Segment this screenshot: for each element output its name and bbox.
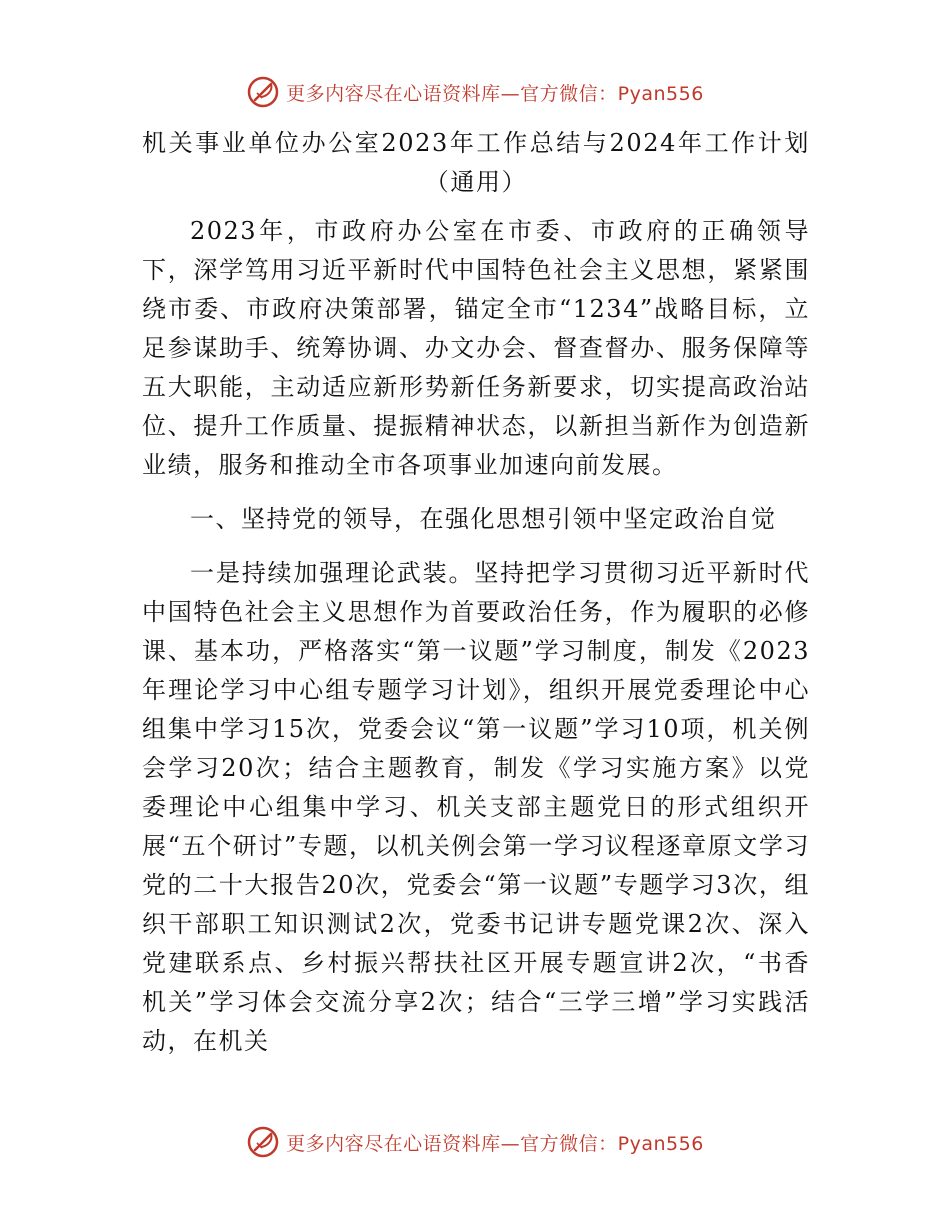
watermark-banner-top — [0, 72, 950, 112]
paragraph: 一是持续加强理论武装。坚持把学习贯彻习近平新时代中国特色社会主义思想作为首要政治任务，作为履职的必修课、基本功，严格落实“第一议题”学习制度，制发《2023年理论学习中心组专题学习计划》，组织开展党委理论中心组集中学习15次，党委会议“第一议题”学习10项，机关例会学习20次；结合主题教育，制发《学习实施方案》以党委理论中心组集中学习、机关支部主题党日的形式组织开展“五个研讨”专题，以机关例会第一学习议程逐章原文学习党的二十大报告20次，党委会“第一议题”专题学习3次，组织干部职工知识测试2次，党委书记讲专题党课2次、深入党建联系点、乡村振兴帮扶社区开展专题宣讲2次，“书香机关”学习体会交流分享2次；结合“三学三增”学习实践活动，在机关 — [142, 559, 810, 1055]
document-body — [142, 124, 810, 1076]
section-heading: 一、坚持党的领导，在强化思想引领中坚定政治自觉 — [190, 505, 777, 533]
watermark-banner-bottom — [0, 1122, 950, 1162]
paragraph: 2023年，市政府办公室在市委、市政府的正确领导下，深学笃用习近平新时代中国特色社会主义思想，紧紧围绕市委、市政府决策部署，锚定全市“1234”战略目标，立足参谋助手、统筹协调、办文办会、督查督办、服务保障等五大职能，主动适应新形势新任务新要求，切实提高政治站位、提升工作质量、提振精神状态，以新担当新作为创造新业绩，服务和推动全市各项事业加速向前发展。 — [142, 217, 810, 479]
quill-logo-icon — [246, 1125, 280, 1159]
watermark-text: 更多内容尽在心语资料库—官方微信：Pyan556 — [286, 82, 704, 105]
quill-logo-icon — [246, 75, 280, 109]
document-title: 机关事业单位办公室2023年工作总结与2024年工作计划（通用） — [142, 129, 810, 196]
watermark-text: 更多内容尽在心语资料库—官方微信：Pyan556 — [286, 1132, 704, 1155]
